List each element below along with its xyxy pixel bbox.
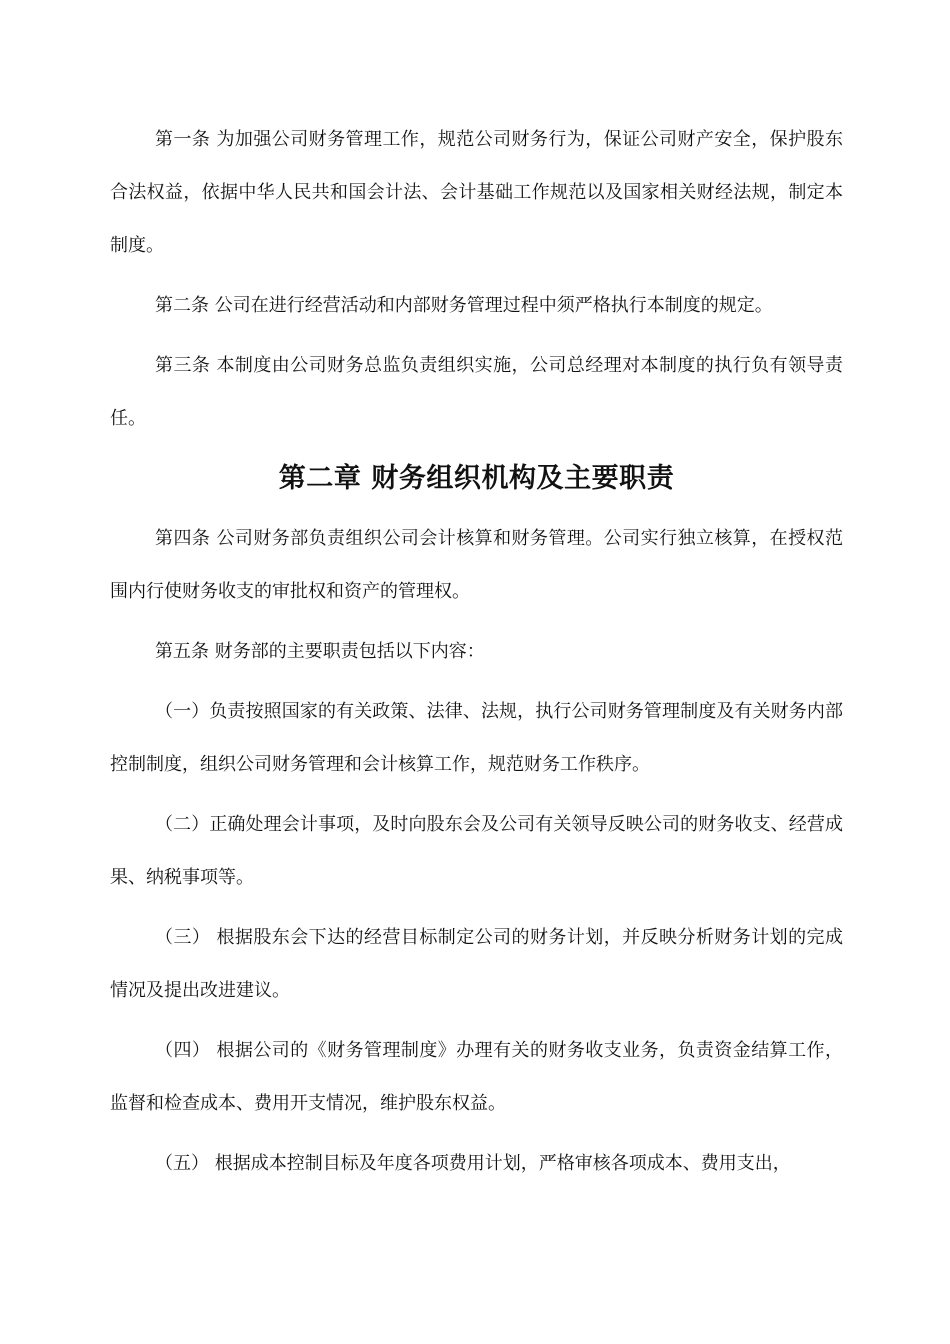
duty-item-4: （四） 根据公司的《财务管理制度》办理有关的财务收支业务，负责资金结算工作，监督和检查成本、费用开支情况，维护股东权益。 <box>110 1040 843 1114</box>
article-1: 第一条 为加强公司财务管理工作，规范公司财务行为，保证公司财产安全，保护股东合法权益，依据中华人民共和国会计法、会计基础工作规范以及国家相关财经法规，制定本制度。 <box>110 129 843 256</box>
duty-item-3: （三） 根据股东会下达的经营目标制定公司的财务计划，并反映分析财务计划的完成情况及提出改进建议。 <box>110 927 843 1001</box>
duty-item-1: （一）负责按照国家的有关政策、法律、法规，执行公司财务管理制度及有关财务内部控制制度，组织公司财务管理和会计核算工作，规范财务工作秩序。 <box>110 701 843 775</box>
duty-item-5: （五） 根据成本控制目标及年度各项费用计划，严格审核各项成本、费用支出， <box>155 1153 791 1174</box>
article-3: 第三条 本制度由公司财务总监负责组织实施，公司总经理对本制度的执行负有领导责任。 <box>110 355 843 429</box>
chapter-heading: 第二章 财务组织机构及主要职责 <box>278 463 675 494</box>
document-page <box>110 113 843 1197</box>
article-2: 第二条 公司在进行经营活动和内部财务管理过程中须严格执行本制度的规定。 <box>155 295 773 316</box>
duty-item-2: （二）正确处理会计事项，及时向股东会及公司有关领导反映公司的财务收支、经营成果、纳税事项等。 <box>110 814 843 888</box>
article-5: 第五条 财务部的主要职责包括以下内容： <box>155 641 485 662</box>
article-4: 第四条 公司财务部负责组织公司会计核算和财务管理。公司实行独立核算，在授权范围内行使财务收支的审批权和资产的管理权。 <box>110 528 843 602</box>
